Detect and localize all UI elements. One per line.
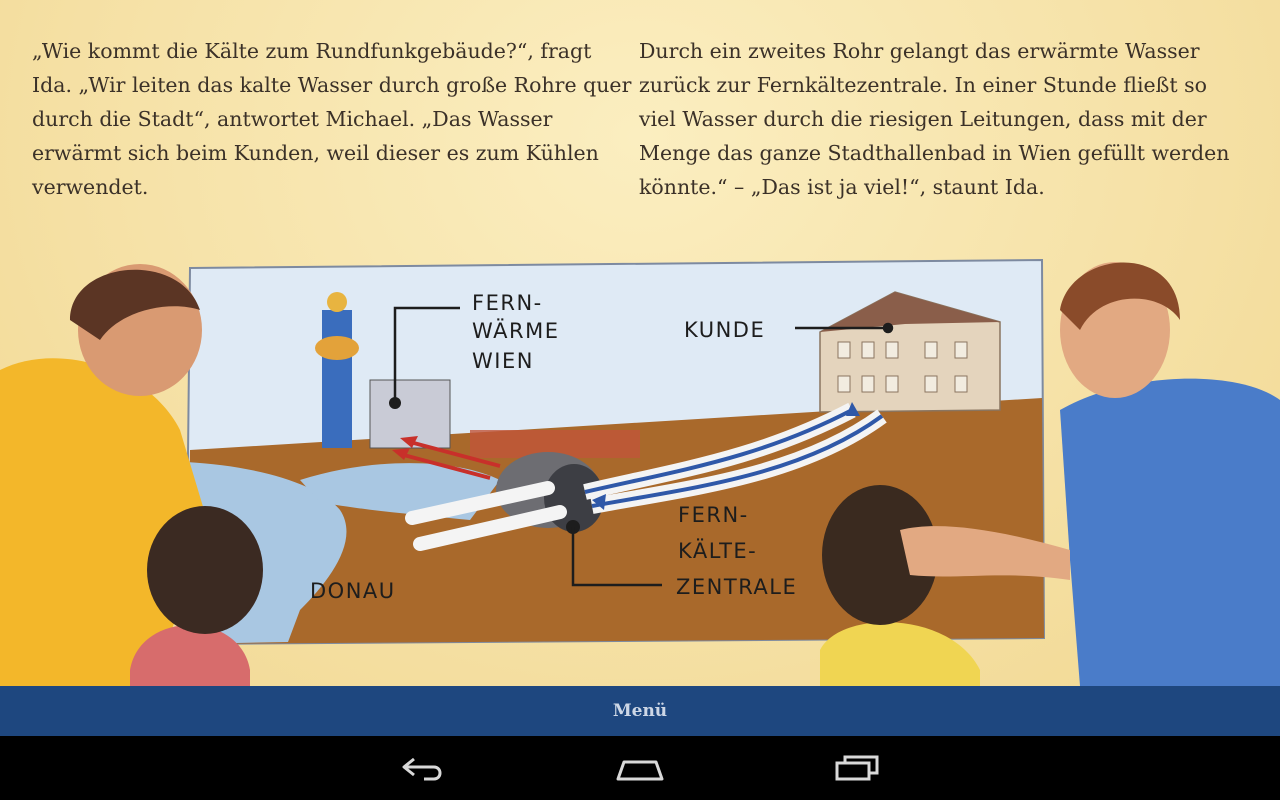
label-fernwaerme-line1: FERN- (472, 291, 543, 315)
menu-button[interactable] (0, 686, 1280, 736)
home-icon (615, 753, 665, 783)
story-text-right: Durch ein zweites Rohr gelangt das erwärmte Wasser zurück zur Fernkältezentrale. In einer Stunde fließt so viel Wasser durch die riesigen Leitungen, dass mit der Menge das ganze Stadthallenbad in Wien gefüllt werden könnte.“ – „Das ist ja viel!“, staunt Ida. (639, 39, 1230, 199)
label-fernwaerme-line2: WÄRME (472, 319, 560, 343)
nav-home-button[interactable] (600, 746, 680, 790)
nav-recents-button[interactable] (817, 746, 897, 790)
back-arrow-icon (400, 753, 448, 783)
label-fernkaelte-line1: FERN- (678, 503, 749, 527)
label-fernwaerme-line3: WIEN (472, 349, 534, 373)
label-fernkaelte-line3: ZENTRALE (676, 575, 798, 599)
label-fernkaelte-line2: KÄLTE- (678, 539, 758, 563)
label-donau: DONAU (310, 579, 396, 603)
menu-label: Menü (612, 701, 668, 721)
label-kunde: KUNDE (684, 318, 766, 342)
recent-apps-icon (833, 753, 881, 783)
nav-back-button[interactable] (384, 746, 464, 790)
district-cooling-illustration (0, 230, 1280, 686)
story-text-left: „Wie kommt die Kälte zum Rundfunkgebäude?“, fragt Ida. „Wir leiten das kalte Wasser durch große Rohre quer durch die Stadt“, antwortet Michael. „Das Wasser erwärmt sich beim Kunden, weil dieser es zum Kühlen verwendet. (32, 39, 632, 199)
android-navigation-bar (0, 736, 1280, 800)
